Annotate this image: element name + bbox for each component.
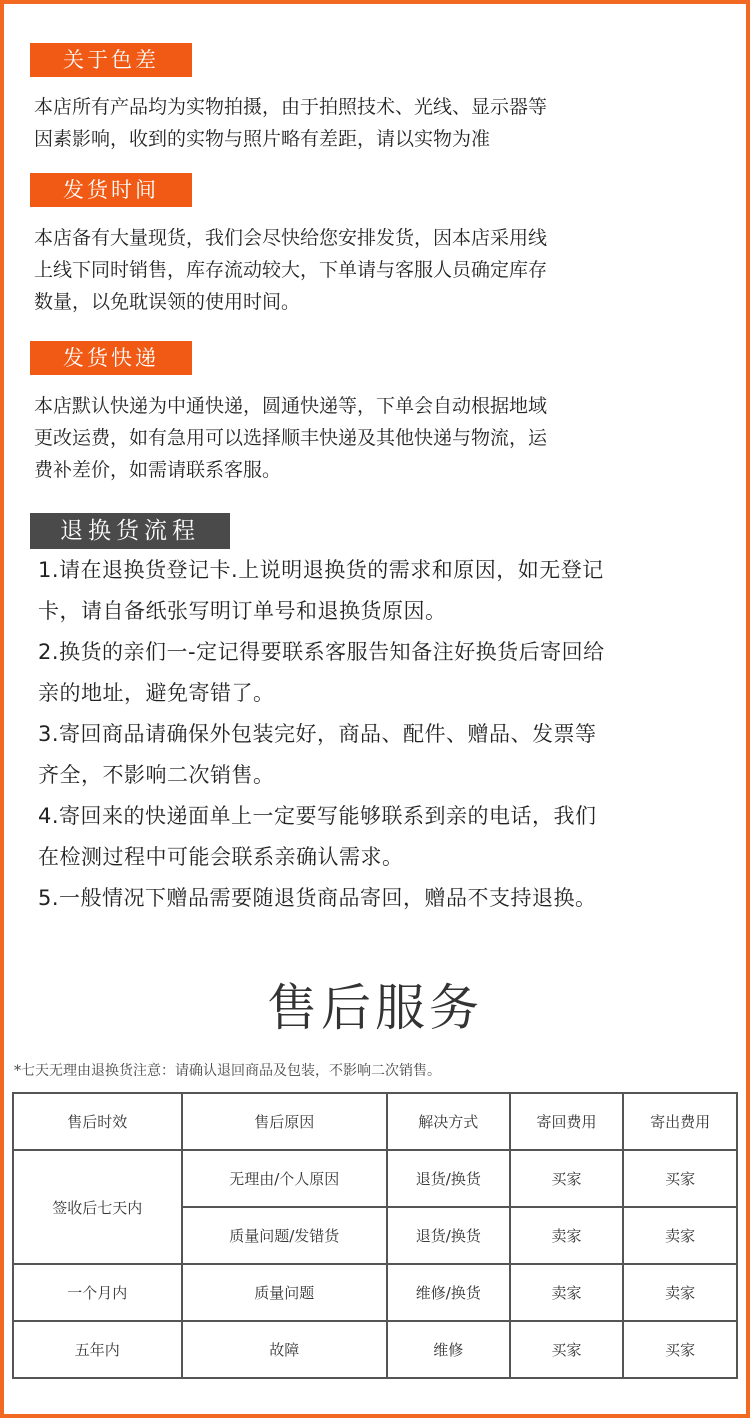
table-cell: 无理由/个人原因 (182, 1150, 387, 1207)
table-cell: 质量问题 (182, 1264, 387, 1321)
table-cell: 买家 (510, 1150, 624, 1207)
table-cell: 买家 (510, 1321, 624, 1378)
text-line: 数量，以免耽误领的使用时间。 (34, 291, 301, 313)
header-cell: 寄回费用 (510, 1093, 624, 1150)
courier-heading: 发货快递 (30, 341, 192, 375)
table-cell: 卖家 (623, 1207, 737, 1264)
table-header-row (13, 1093, 737, 1150)
text-line: 亲的地址，避免寄错了。 (38, 681, 275, 705)
table-cell: 质量问题/发错货 (182, 1207, 387, 1264)
text-line: 本店所有产品均为实物拍摄，由于拍照技术、光线、显示器等 (34, 96, 548, 118)
table-cell: 一个月内 (13, 1264, 182, 1321)
table-cell: 买家 (623, 1150, 737, 1207)
table-cell: 卖家 (510, 1264, 624, 1321)
table-row (13, 1150, 737, 1207)
text-line: 4.寄回来的快递面单上一定要写能够联系到亲的电话，我们 (38, 804, 597, 828)
header-cell: 售后时效 (13, 1093, 182, 1150)
text-line: 齐全，不影响二次销售。 (38, 763, 275, 787)
text-line: 卡，请自备纸张写明订单号和退换货原因。 (38, 599, 447, 623)
ship-time-text (34, 222, 674, 318)
table-cell: 卖家 (510, 1207, 624, 1264)
table-cell: 五年内 (13, 1321, 182, 1378)
text-line: 因素影响，收到的实物与照片略有差距，请以实物为准 (34, 128, 491, 150)
return-process-text (38, 550, 728, 919)
table-cell: 故障 (182, 1321, 387, 1378)
return-process-heading: 退换货流程 (30, 513, 230, 549)
text-line: 2.换货的亲们一-定记得要联系客服告知备注好换货后寄回给 (38, 640, 605, 664)
table-cell: 退货/换货 (387, 1207, 510, 1264)
text-line: 费补差价，如需请联系客服。 (34, 459, 282, 481)
text-line: 上线下同时销售，库存流动较大，下单请与客服人员确定库存 (34, 259, 548, 281)
text-line: 3.寄回商品请确保外包装完好，商品、配件、赠品、发票等 (38, 722, 597, 746)
table-cell: 买家 (623, 1321, 737, 1378)
courier-text (34, 390, 674, 486)
header-cell: 解决方式 (387, 1093, 510, 1150)
text-line: 5.一般情况下赠品需要随退货商品寄回，赠品不支持退换。 (38, 886, 597, 910)
table-row (13, 1264, 737, 1321)
text-line: 本店默认快递为中通快递，圆通快递等，下单会自动根据地域 (34, 395, 548, 417)
after-sales-note: *七天无理由退换货注意：请确认退回商品及包装，不影响二次销售。 (14, 1063, 441, 1079)
ship-time-heading: 发货时间 (30, 173, 192, 207)
header-cell: 寄出费用 (623, 1093, 737, 1150)
table-cell: 维修 (387, 1321, 510, 1378)
text-line: 本店备有大量现货，我们会尽快给您安排发货，因本店采用线 (34, 227, 548, 249)
table-cell: 维修/换货 (387, 1264, 510, 1321)
text-line: 更改运费，如有急用可以选择顺丰快递及其他快递与物流，运 (34, 427, 548, 449)
table-cell: 卖家 (623, 1264, 737, 1321)
text-line: 在检测过程中可能会联系亲确认需求。 (38, 845, 404, 869)
header-cell: 售后原因 (182, 1093, 387, 1150)
text-line: 1.请在退换货登记卡.上说明退换货的需求和原因，如无登记 (38, 558, 604, 582)
table-row (13, 1321, 737, 1378)
color-diff-text (34, 91, 674, 155)
after-sales-table (12, 1092, 738, 1379)
table-cell: 签收后七天内 (13, 1150, 182, 1264)
after-sales-title: 售后服务 (267, 979, 483, 1037)
color-diff-heading: 关于色差 (30, 43, 192, 77)
table-cell: 退货/换货 (387, 1150, 510, 1207)
